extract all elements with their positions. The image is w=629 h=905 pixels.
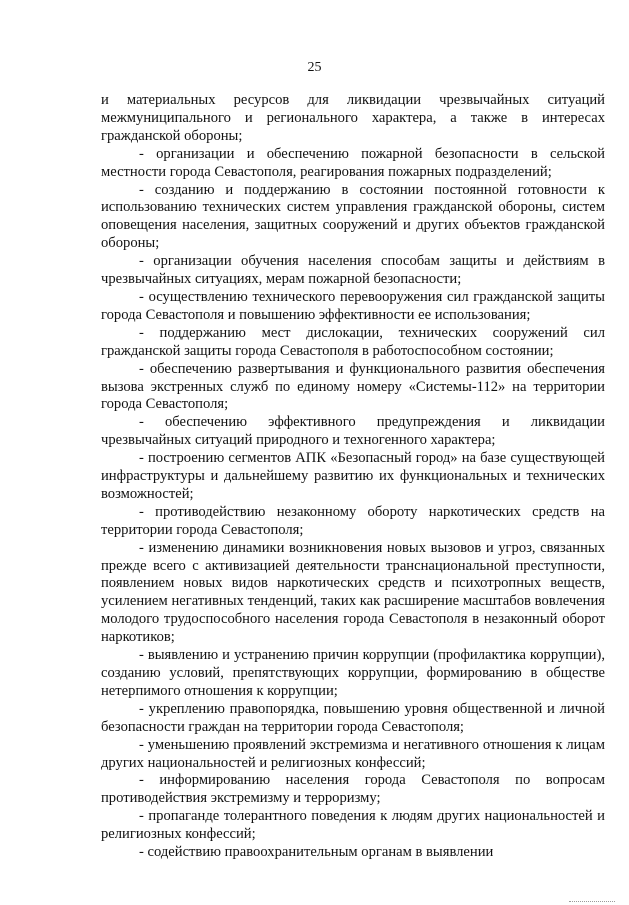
paragraph: - обеспечению развертывания и функционального развития обеспечения вызова экстренных служб по единому номеру «Системы-112» на территории города Севастополя;	[101, 360, 605, 413]
paragraph: - осуществлению технического перевооружения сил гражданской защиты города Севастополя и повышению эффективности ее использования;	[101, 288, 605, 323]
page-number: 25	[307, 60, 322, 75]
paragraph: - содействию правоохранительным органам в выявлении	[139, 844, 494, 861]
paragraph: - созданию и поддержанию в состоянии постоянной готовности к использованию технических систем управления гражданской обороны, систем оповещения населения, защитных сооружений и других объектов гражданской обороны;	[101, 181, 605, 252]
paragraph: - уменьшению проявлений экстремизма и негативного отношения к лицам других национальностей и религиозных конфессий;	[101, 736, 605, 771]
paragraph: - противодействию незаконному обороту наркотических средств на территории города Севастополя;	[101, 503, 605, 538]
paragraph: - укреплению правопорядка, повышению уровня общественной и личной безопасности граждан на территории города Севастополя;	[101, 700, 605, 735]
paragraph: - информированию населения города Севастополя по вопросам противодействия экстремизму и терроризму;	[101, 772, 605, 807]
scan-edge-mark	[569, 901, 615, 902]
paragraph: - пропаганде толерантного поведения к людям других национальностей и религиозных конфессий;	[101, 808, 605, 843]
paragraph: - поддержанию мест дислокации, технических сооружений сил гражданской защиты города Севастополя в работоспособном состоянии;	[101, 324, 605, 359]
body-text	[101, 92, 605, 862]
paragraph: и материальных ресурсов для ликвидации чрезвычайных ситуаций межмуниципального и регионального характера, а также в интересах гражданской обороны;	[101, 92, 605, 144]
paragraph: - построению сегментов АПК «Безопасный город» на базе существующей инфраструктуры и дальнейшему развитию их функциональных и технических возможностей;	[101, 450, 605, 502]
paragraph: - выявлению и устранению причин коррупции (профилактика коррупции), созданию условий, препятствующих коррупции, формированию в обществе нетерпимого отношения к коррупции;	[101, 647, 605, 699]
paragraph: - обеспечению эффективного предупреждения и ликвидации чрезвычайных ситуаций природного и техногенного характера;	[101, 414, 605, 449]
paragraph: - изменению динамики возникновения новых вызовов и угроз, связанных прежде всего с активизацией деятельности транснациональной преступности, появлением новых видов наркотических средств и психотропных веществ, усилением негативных тенденций, таких как расширение масштабов вовлечения молодого трудоспособного населения города Севастополя в незаконный оборот наркотиков;	[101, 539, 605, 646]
paragraph: - организации и обеспечению пожарной безопасности в сельской местности города Севастополя, реагирования пожарных подразделений;	[101, 145, 605, 180]
paragraph: - организации обучения населения способам защиты и действиям в чрезвычайных ситуациях, мерам пожарной безопасности;	[101, 253, 605, 288]
